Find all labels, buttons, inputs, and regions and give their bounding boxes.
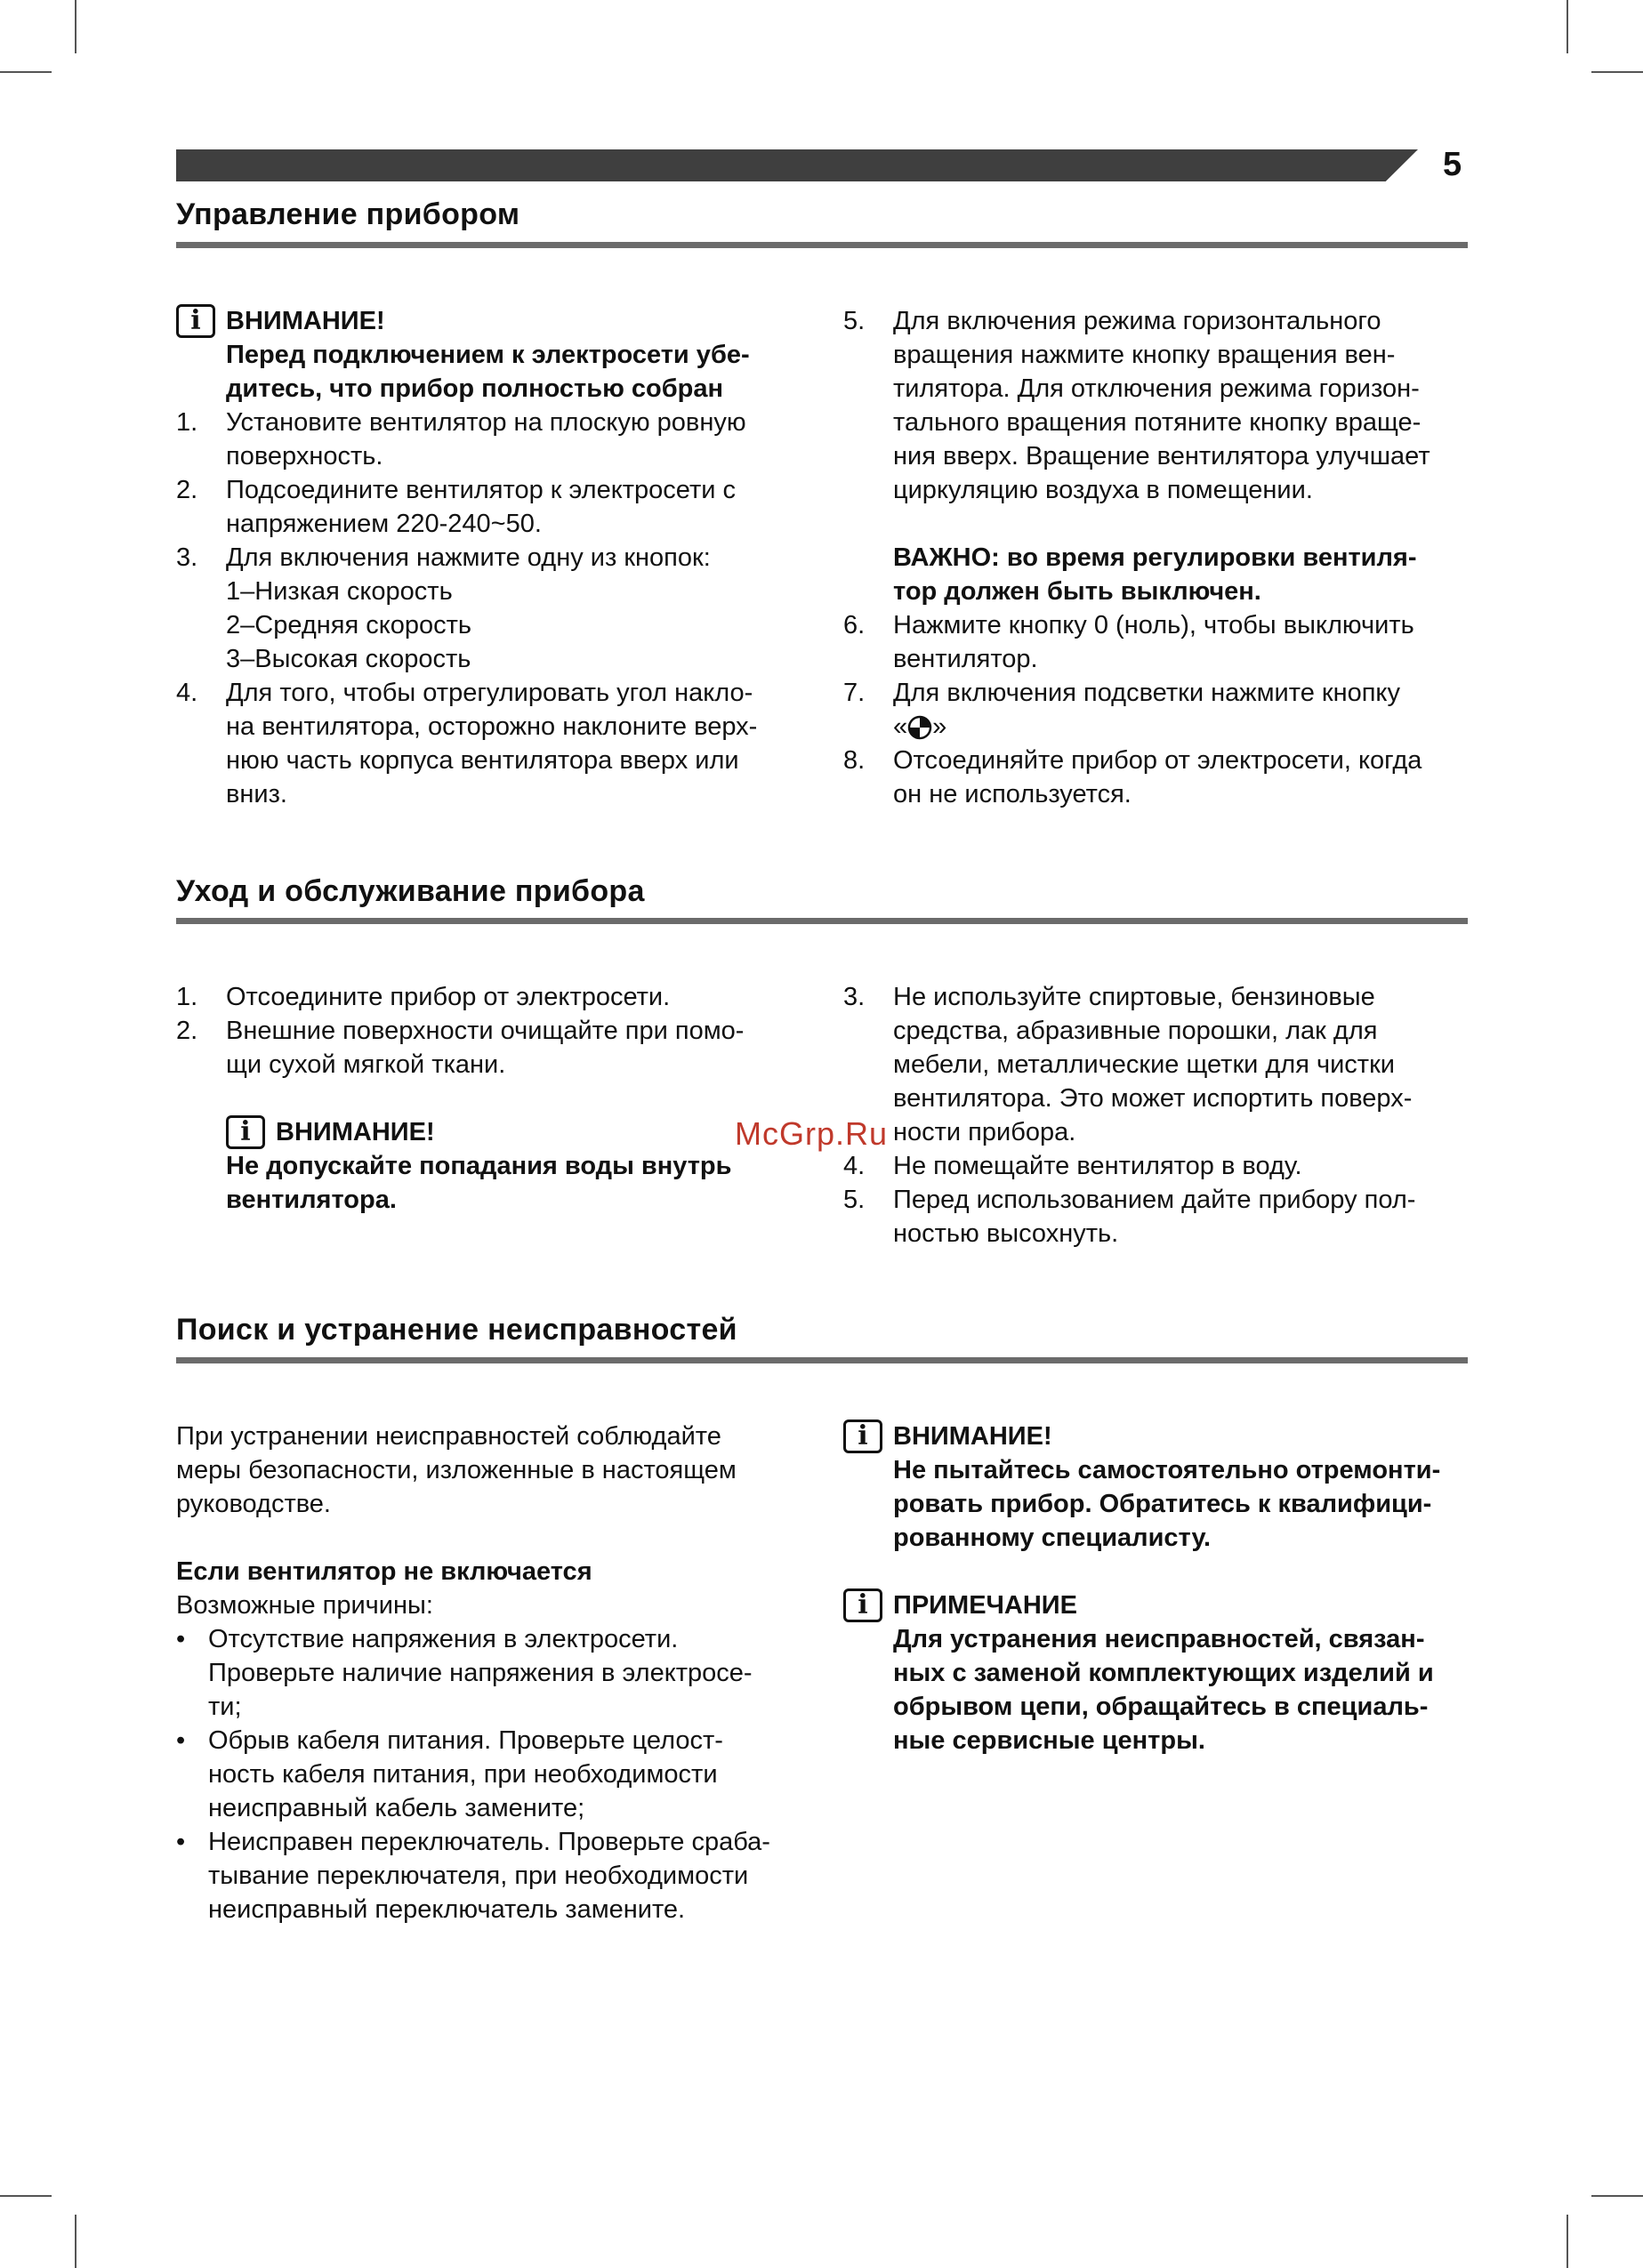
light-button-icon xyxy=(907,715,932,740)
section-rule xyxy=(176,918,1468,924)
section-rule xyxy=(176,1357,1468,1363)
section-title-control: Управление прибором xyxy=(176,197,520,231)
item-line: он не используется. xyxy=(893,780,1132,808)
item-line: Отсоедините прибор от электросети. xyxy=(226,983,671,1011)
control-left-column xyxy=(176,304,799,811)
trouble-right-column xyxy=(843,1420,1468,1757)
note-label: ПРИМЕЧАНИЕ xyxy=(893,1591,1077,1620)
list-item xyxy=(176,541,799,676)
crop-mark xyxy=(0,71,52,73)
item-number: 7. xyxy=(843,679,866,707)
intro-line: руководстве. xyxy=(176,1490,331,1518)
item-line: 3–Высокая скорость xyxy=(226,645,471,673)
section-rule xyxy=(176,242,1468,248)
bullet-item xyxy=(176,1724,808,1825)
item-line: Внешние поверхности очищайте при помо- xyxy=(226,1017,745,1045)
info-icon: i xyxy=(176,304,215,338)
item-number: 2. xyxy=(176,476,198,504)
bullet: • xyxy=(176,1828,186,1856)
bullet: • xyxy=(176,1625,186,1653)
warning-text-line: ровать прибор. Обратитесь к квалифици- xyxy=(893,1490,1432,1518)
note-text-line: ные сервисные центры. xyxy=(893,1726,1205,1755)
page-number: 5 xyxy=(1443,146,1462,183)
item-line: мебели, металлические щетки для чистки xyxy=(893,1050,1395,1079)
item-line: Отсоединяйте прибор от электросети, когда xyxy=(893,746,1422,775)
close-quote: » xyxy=(932,712,947,741)
intro-line: При устранении неисправностей соблюдайте xyxy=(176,1422,721,1451)
item-line: вентилятор. xyxy=(893,645,1038,673)
item-line: на вентилятора, осторожно наклоните верх- xyxy=(226,712,758,741)
item-line: Для включения нажмите одну из кнопок: xyxy=(226,543,711,572)
bullet-line: тывание переключателя, при необходимости xyxy=(208,1862,749,1890)
warning-label xyxy=(226,1115,799,1149)
item-line: Для того, чтобы отрегулировать угол накло- xyxy=(226,679,753,707)
item-number: 2. xyxy=(176,1017,198,1045)
note-text-line: ных с заменой комплектующих изделий и xyxy=(893,1659,1434,1687)
item-line: Не помещайте вентилятор в воду. xyxy=(893,1152,1302,1180)
list-item xyxy=(843,304,1468,507)
warning-text-line: рованному специалисту. xyxy=(893,1524,1212,1552)
trouble-left-column xyxy=(176,1420,808,1926)
item-number: 4. xyxy=(843,1152,866,1180)
crop-mark xyxy=(0,2195,52,2197)
list-item xyxy=(843,980,1468,1149)
control-right-column xyxy=(843,304,1468,811)
item-number: 5. xyxy=(843,307,866,335)
crop-mark xyxy=(75,0,77,53)
item-line: щи сухой мягкой ткани. xyxy=(226,1050,506,1079)
warning-label: ВНИМАНИЕ! xyxy=(226,307,385,335)
crop-mark xyxy=(1591,2195,1643,2197)
section-title-care: Уход и обслуживание прибора xyxy=(176,874,645,908)
bullet-line: ность кабеля питания, при необходимости xyxy=(208,1760,718,1789)
item-line: вращения нажмите кнопку вращения вен- xyxy=(893,341,1396,369)
warning-label-text: ВНИМАНИЕ! xyxy=(276,1118,435,1146)
list-item xyxy=(843,744,1468,811)
item-line: вниз. xyxy=(226,780,287,808)
list-item xyxy=(176,980,799,1014)
bullet-line: ти; xyxy=(208,1693,242,1721)
care-right-column xyxy=(843,980,1468,1251)
item-line: напряжением 220-240~50. xyxy=(226,510,542,538)
warning-text-line: Перед подключением к электросети убе- xyxy=(226,341,750,369)
warning-label: ВНИМАНИЕ! xyxy=(893,1422,1052,1451)
list-item xyxy=(843,676,1468,744)
item-number: 1. xyxy=(176,983,198,1011)
care-left-column xyxy=(176,980,799,1217)
section-title-troubleshooting: Поиск и устранение неисправностей xyxy=(176,1313,737,1347)
bullet-item xyxy=(176,1825,808,1926)
important-line: ВАЖНО: во время регулировки вентиля- xyxy=(893,543,1417,572)
bullet-item xyxy=(176,1622,808,1724)
bullet-line: неисправный переключатель замените. xyxy=(208,1895,686,1924)
item-line: ния вверх. Вращение вентилятора улучшает xyxy=(893,442,1430,470)
item-line: Установите вентилятор на плоскую ровную xyxy=(226,408,746,437)
warning-note xyxy=(176,304,799,406)
info-icon: i xyxy=(843,1420,882,1453)
list-item xyxy=(176,676,799,811)
item-line: тального вращения потяните кнопку враще- xyxy=(893,408,1422,437)
bullet: • xyxy=(176,1726,186,1755)
item-line: Подсоедините вентилятор к электросети с xyxy=(226,476,736,504)
item-line: Для включения подсветки нажмите кнопку xyxy=(893,679,1400,707)
warning-text-line: Не допускайте попадания воды внутрь xyxy=(226,1152,732,1180)
header-bar xyxy=(176,149,1418,181)
info-icon: i xyxy=(226,1115,265,1149)
crop-mark xyxy=(1566,2215,1568,2268)
bullet-line: Обрыв кабеля питания. Проверьте целост- xyxy=(208,1726,723,1755)
item-line: Для включения режима горизонтального xyxy=(893,307,1381,335)
item-number: 4. xyxy=(176,679,198,707)
warning-note xyxy=(843,1420,1468,1555)
crop-mark xyxy=(1566,0,1568,53)
list-item xyxy=(843,1149,1468,1183)
item-line: ностью высохнуть. xyxy=(893,1219,1119,1248)
warning-text-line: вентилятора. xyxy=(226,1186,397,1214)
crop-mark xyxy=(1591,71,1643,73)
list-item xyxy=(843,608,1468,676)
item-line: тилятора. Для отключения режима горизон- xyxy=(893,374,1420,403)
item-line xyxy=(893,710,1468,744)
item-line: средства, абразивные порошки, лак для xyxy=(893,1017,1378,1045)
bullet-line: Проверьте наличие напряжения в электросе- xyxy=(208,1659,753,1687)
item-number: 8. xyxy=(843,746,866,775)
item-line: вентилятора. Это может испортить поверх- xyxy=(893,1084,1413,1113)
causes-label: Возможные причины: xyxy=(176,1591,433,1620)
important-note xyxy=(843,541,1468,608)
watermark: McGrp.Ru xyxy=(735,1115,889,1152)
warning-text-line: дитесь, что прибор полностью собран xyxy=(226,374,724,403)
item-line: ности прибора. xyxy=(893,1118,1076,1146)
bullet-line: Отсутствие напряжения в электросети. xyxy=(208,1625,679,1653)
item-number: 1. xyxy=(176,408,198,437)
subheading: Если вентилятор не включается xyxy=(176,1557,592,1586)
item-line: Не используйте спиртовые, бензиновые xyxy=(893,983,1375,1011)
intro-line: меры безопасности, изложенные в настоящем xyxy=(176,1456,737,1484)
item-number: 5. xyxy=(843,1186,866,1214)
list-item xyxy=(176,406,799,473)
item-line: Перед использованием дайте прибору пол- xyxy=(893,1186,1416,1214)
item-number: 3. xyxy=(843,983,866,1011)
crop-mark xyxy=(75,2215,77,2268)
note-text-line: обрывом цепи, обращайтесь в специаль- xyxy=(893,1693,1429,1721)
item-line: поверхность. xyxy=(226,442,383,470)
important-line: тор должен быть выключен. xyxy=(893,577,1261,606)
item-line: циркуляцию воздуха в помещении. xyxy=(893,476,1313,504)
open-quote: « xyxy=(893,712,908,741)
bullet-line: неисправный кабель замените; xyxy=(208,1794,585,1822)
bullet-line: Неисправен переключатель. Проверьте сраба- xyxy=(208,1828,770,1856)
info-icon: i xyxy=(843,1588,882,1622)
item-line: нюю часть корпуса вентилятора вверх или xyxy=(226,746,739,775)
list-item xyxy=(176,1014,799,1082)
item-number: 6. xyxy=(843,611,866,639)
item-line: 1–Низкая скорость xyxy=(226,577,453,606)
item-line: Нажмите кнопку 0 (ноль), чтобы выключить xyxy=(893,611,1414,639)
note-text-line: Для устранения неисправностей, связан- xyxy=(893,1625,1425,1653)
list-item xyxy=(176,473,799,541)
item-number: 3. xyxy=(176,543,198,572)
warning-note xyxy=(226,1115,799,1217)
item-line: 2–Средняя скорость xyxy=(226,611,472,639)
notice-note xyxy=(843,1588,1468,1757)
list-item xyxy=(843,1183,1468,1251)
warning-text-line: Не пытайтесь самостоятельно отремонти- xyxy=(893,1456,1441,1484)
